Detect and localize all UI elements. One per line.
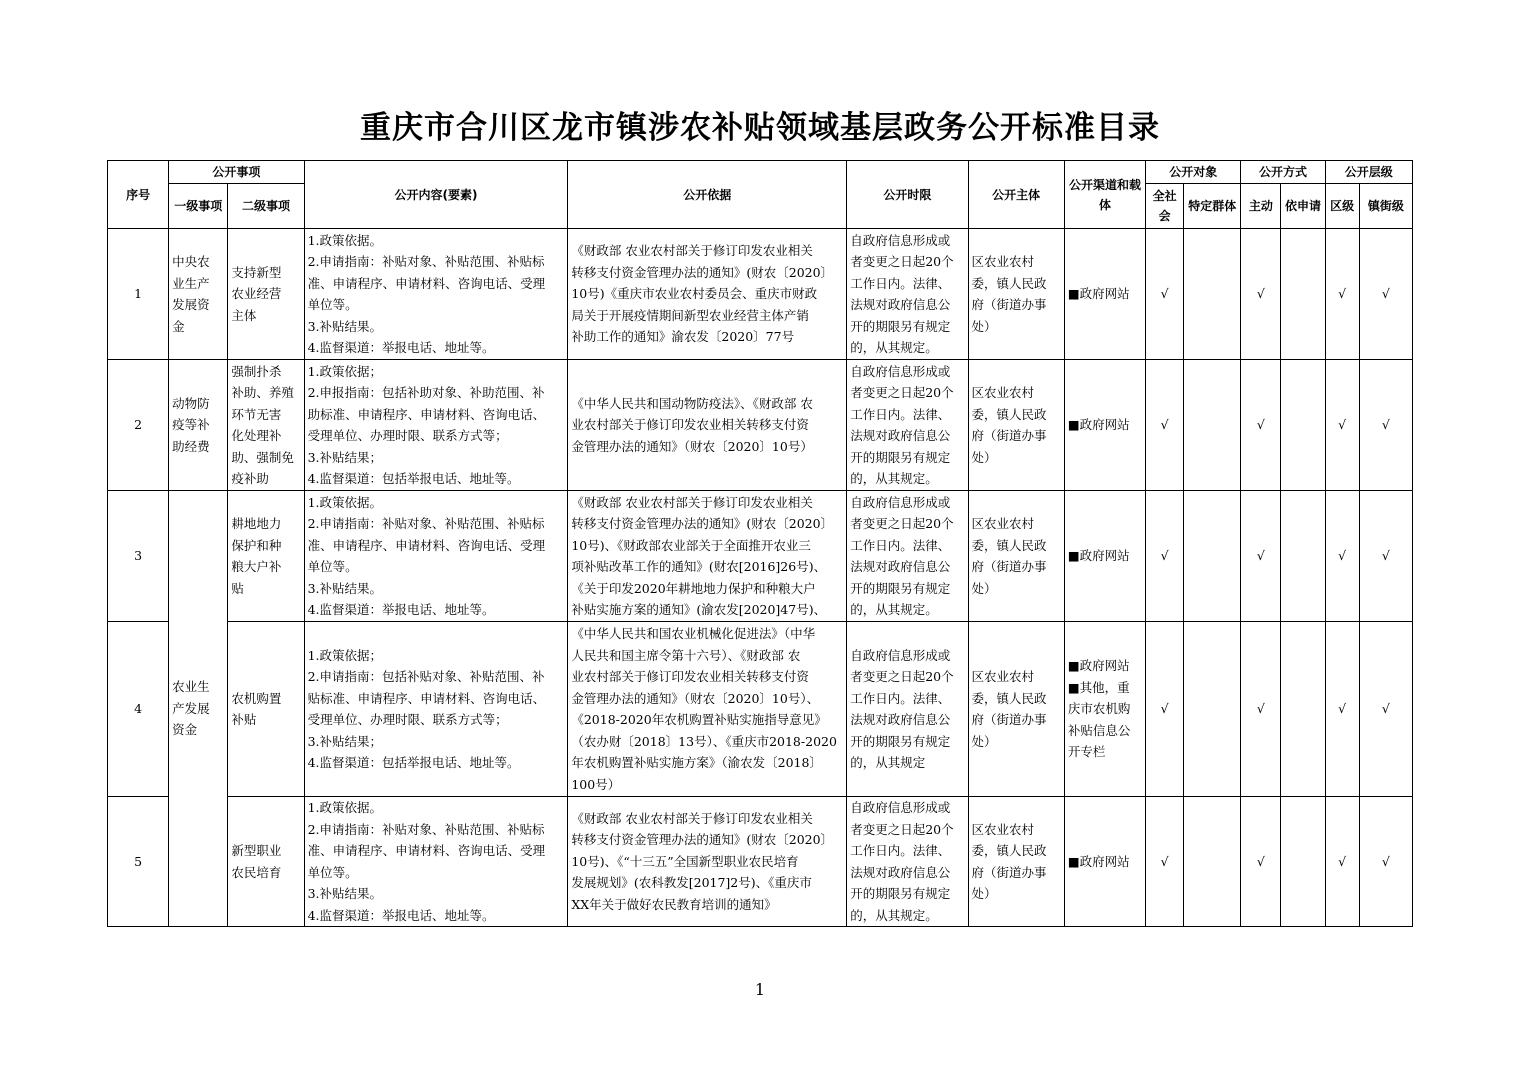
content-cell — [304, 360, 568, 491]
time-limit-cell-line: 工作日内。法律、 — [850, 275, 951, 291]
channel-cell — [1064, 360, 1145, 491]
content-cell-line: 单位等。 — [307, 297, 358, 312]
subject-cell-line: 处） — [971, 318, 997, 334]
content-cell-line: 3.补贴结果。 — [307, 580, 383, 596]
content-cell-line: 贴标准、申请程序、申请材料、咨询电话、 — [307, 690, 546, 706]
level-town-check: √ — [1359, 622, 1412, 797]
level2-cell-line: 化处理补 — [231, 428, 282, 443]
subject-cell-line: 区农业农村 — [971, 516, 1035, 531]
seq-cell: 2 — [108, 360, 169, 491]
basis-cell-line: 人民共和国主席令第十六号）、《财政部 农 — [571, 647, 801, 663]
subject-cell-line: 委，镇人民政 — [971, 537, 1047, 553]
level1-cell-line: 中央农 — [172, 254, 210, 269]
basis-cell-line: 《财政部 农业农村部关于修订印发农业相关 — [571, 494, 813, 510]
content-cell-line: 2.申报指南：包括补助对象、补助范围、补 — [307, 385, 545, 400]
target-all-check: √ — [1146, 797, 1184, 927]
header-level-district: 区级 — [1325, 184, 1359, 229]
level2-cell-line: 农民培育 — [231, 864, 282, 880]
time-limit-cell-line: 自政府信息形成或 — [850, 363, 951, 379]
level-district-check: √ — [1325, 622, 1359, 797]
level2-cell — [228, 797, 304, 927]
time-limit-cell — [847, 229, 968, 360]
header-level1: 一级事项 — [169, 184, 228, 229]
level2-cell — [228, 360, 304, 491]
level-district-check: √ — [1325, 491, 1359, 622]
time-limit-cell-line: 自政府信息形成或 — [850, 647, 951, 663]
basis-cell-line: 《中华人民共和国动物防疫法》、《财政部 农 — [571, 395, 813, 411]
basis-cell-line: 100号） — [571, 776, 621, 792]
level1-cell — [169, 360, 228, 491]
subject-cell-line: 区农业农村 — [971, 821, 1035, 837]
basis-cell-line: 10号)、《“十三五”全国新型职业农民培育 — [571, 853, 799, 869]
level2-cell-line: 保护和种 — [231, 537, 282, 553]
time-limit-cell-line: 开的期限另有规定 — [850, 886, 951, 901]
seq-cell: 3 — [108, 491, 169, 622]
content-cell-line: 准、申请程序、申请材料、咨询电话、受理 — [307, 843, 546, 858]
subject-cell-line: 处） — [971, 580, 997, 596]
level1-cell-line: 动物防 — [172, 395, 210, 411]
basis-cell-line: 补助工作的通知》渝农发〔2020〕77号 — [571, 329, 795, 345]
method-request-check — [1281, 797, 1325, 927]
target-specific-check — [1184, 491, 1241, 622]
level-district-check: √ — [1325, 797, 1359, 927]
channel-cell-line: 补贴信息公 — [1067, 722, 1131, 738]
target-all-check: √ — [1146, 229, 1184, 360]
time-limit-cell-line: 工作日内。法律、 — [850, 406, 951, 422]
channel-cell-line: ■政府网站 — [1067, 417, 1130, 433]
content-cell-line: 2.申请指南：补贴对象、补贴范围、补贴标 — [307, 516, 545, 531]
subject-cell-line: 委，镇人民政 — [971, 275, 1047, 291]
level1-cell-line: 疫等补 — [172, 417, 210, 433]
basis-cell-line: 转移支付资金管理办法的通知》(财农〔2020〕 — [571, 516, 834, 531]
target-specific-check — [1184, 229, 1241, 360]
header-seq: 序号 — [108, 161, 169, 229]
channel-cell-line: 庆市农机购 — [1067, 701, 1131, 717]
table-row — [108, 229, 1413, 360]
channel-cell-line: 开专栏 — [1067, 744, 1106, 760]
time-limit-cell — [847, 360, 968, 491]
seq-cell: 5 — [108, 797, 169, 927]
table-row — [108, 360, 1413, 491]
channel-cell-line: ■政府网站 — [1067, 658, 1130, 674]
content-cell-line: 3.补贴结果； — [307, 733, 383, 749]
time-limit-cell-line: 开的期限另有规定 — [850, 318, 951, 334]
subject-cell-line: 区农业农村 — [971, 669, 1035, 684]
basis-cell-line: 年农机购置补贴实施方案》（渝农发〔2018〕 — [571, 755, 822, 770]
subject-cell-line: 府（街道办事 — [971, 559, 1047, 574]
subject-cell-line: 府（街道办事 — [971, 297, 1047, 312]
header-level-town: 镇街级 — [1359, 184, 1412, 229]
header-matters: 公开事项 — [169, 161, 304, 184]
level2-cell-line: 粮大户补 — [231, 559, 282, 574]
method-request-check — [1281, 491, 1325, 622]
header-method-request: 依申请 — [1281, 184, 1325, 229]
header-target-all: 全社会 — [1146, 184, 1184, 229]
time-limit-cell-line: 者变更之日起20个 — [850, 516, 954, 531]
level1-cell-line: 农业生 — [172, 679, 210, 695]
disclosure-catalog-table — [107, 160, 1413, 927]
level1-cell — [169, 491, 228, 927]
subject-cell-line: 委，镇人民政 — [971, 406, 1047, 422]
content-cell-line: 单位等。 — [307, 864, 358, 880]
channel-cell — [1064, 229, 1145, 360]
channel-cell — [1064, 622, 1145, 797]
basis-cell-line: 金管理办法的通知》（财农〔2020〕10号） — [571, 438, 813, 454]
basis-cell-line: 局关于开展疫情期间新型农业经营主体产销 — [571, 307, 809, 323]
content-cell — [304, 229, 568, 360]
time-limit-cell-line: 者变更之日起20个 — [850, 669, 954, 684]
time-limit-cell-line: 者变更之日起20个 — [850, 385, 954, 400]
content-cell-line: 1.政策依据。 — [307, 800, 383, 815]
method-active-check: √ — [1241, 622, 1281, 797]
time-limit-cell — [847, 622, 968, 797]
level2-cell-line: 新型职业 — [231, 843, 282, 858]
content-cell-line: 受理单位、办理时限、联系方式等； — [307, 712, 508, 727]
basis-cell-line: 业农村部关于修订印发农业相关转移支付资 — [571, 417, 809, 433]
channel-cell — [1064, 491, 1145, 622]
time-limit-cell — [847, 797, 968, 927]
content-cell-line: 受理单位、办理时限、联系方式等； — [307, 428, 508, 443]
channel-cell-line: ■政府网站 — [1067, 548, 1130, 564]
content-cell-line: 4.监督渠道：举报电话、地址等。 — [307, 907, 495, 923]
level2-cell-line: 补贴 — [231, 712, 257, 727]
basis-cell-line: 业农村部关于修订印发农业相关转移支付资 — [571, 669, 809, 684]
level-town-check: √ — [1359, 360, 1412, 491]
basis-cell-line: 转移支付资金管理办法的通知》(财农〔2020〕 — [571, 264, 834, 280]
time-limit-cell — [847, 491, 968, 622]
time-limit-cell-line: 的，从其规定。 — [850, 471, 938, 486]
header-target-specific: 特定群体 — [1184, 184, 1241, 229]
time-limit-cell-line: 自政府信息形成或 — [850, 232, 951, 248]
header-level: 公开层级 — [1325, 161, 1412, 184]
level2-cell — [228, 491, 304, 622]
method-active-check: √ — [1241, 491, 1281, 622]
basis-cell — [568, 229, 847, 360]
subject-cell — [968, 491, 1064, 622]
basis-cell-line: 金管理办法的通知》（财农〔2020〕10号）、 — [571, 690, 820, 706]
subject-cell-line: 府（街道办事 — [971, 428, 1047, 443]
level1-cell-line: 业生产 — [172, 275, 210, 291]
time-limit-cell-line: 法规对政府信息公 — [850, 428, 951, 443]
method-active-check: √ — [1241, 360, 1281, 491]
level1-cell-line: 金 — [172, 318, 185, 334]
level2-cell-line: 补助、养殖 — [231, 385, 294, 400]
basis-cell-line: 补贴实施方案的通知》(渝农发[2020]47号)、 — [571, 602, 827, 617]
level-town-check: √ — [1359, 229, 1412, 360]
time-limit-cell-line: 工作日内。法律、 — [850, 843, 951, 858]
subject-cell — [968, 622, 1064, 797]
level2-cell-line: 耕地地力 — [231, 516, 282, 531]
level1-cell-line: 助经费 — [172, 438, 210, 454]
time-limit-cell-line: 开的期限另有规定 — [850, 449, 951, 465]
content-cell-line: 单位等。 — [307, 559, 358, 574]
table-row — [108, 491, 1413, 622]
content-cell-line: 2.申请指南：包括补贴对象、补贴范围、补 — [307, 669, 545, 684]
content-cell-line: 3.补贴结果。 — [307, 886, 383, 901]
content-cell — [304, 622, 568, 797]
level2-cell-line: 主体 — [231, 307, 257, 323]
method-request-check — [1281, 360, 1325, 491]
header-subject: 公开主体 — [968, 161, 1064, 229]
channel-cell-line: ■其他，重 — [1067, 679, 1130, 695]
channel-cell-line: ■政府网站 — [1067, 853, 1130, 869]
basis-cell — [568, 622, 847, 797]
subject-cell-line: 处） — [971, 886, 997, 901]
basis-cell-line: 10号)、《财政部农业部关于全面推开农业三 — [571, 537, 811, 553]
header-method-active: 主动 — [1241, 184, 1281, 229]
level1-cell-line: 资金 — [172, 722, 198, 738]
time-limit-cell-line: 工作日内。法律、 — [850, 690, 951, 706]
level2-cell — [228, 622, 304, 797]
content-cell-line: 3.补贴结果； — [307, 449, 383, 465]
content-cell-line: 4.监督渠道：举报电话、地址等。 — [307, 602, 495, 617]
basis-cell — [568, 797, 847, 927]
level1-cell-line: 发展资 — [172, 297, 210, 312]
level2-cell-line: 助、强制免 — [231, 449, 294, 465]
level2-cell-line: 疫补助 — [231, 471, 269, 486]
level-town-check: √ — [1359, 797, 1412, 927]
target-all-check: √ — [1146, 491, 1184, 622]
target-all-check: √ — [1146, 360, 1184, 491]
basis-cell-line: 项补贴改革工作的通知》(财农[2016]26号)、 — [571, 559, 827, 574]
level1-cell — [169, 229, 228, 360]
header-content: 公开内容(要素) — [304, 161, 568, 229]
target-specific-check — [1184, 797, 1241, 927]
content-cell-line: 1.政策依据。 — [307, 494, 383, 510]
time-limit-cell-line: 工作日内。法律、 — [850, 537, 951, 553]
subject-cell-line: 区农业农村 — [971, 254, 1035, 269]
subject-cell-line: 区农业农村 — [971, 385, 1035, 400]
time-limit-cell-line: 法规对政府信息公 — [850, 864, 951, 880]
basis-cell-line: 《财政部 农业农村部关于修订印发农业相关 — [571, 810, 813, 826]
content-cell — [304, 797, 568, 927]
subject-cell-line: 府（街道办事 — [971, 864, 1047, 880]
basis-cell — [568, 360, 847, 491]
content-cell-line: 4.监督渠道：包括举报电话、地址等。 — [307, 471, 520, 486]
time-limit-cell-line: 自政府信息形成或 — [850, 494, 951, 510]
level2-cell-line: 农业经营 — [231, 286, 282, 302]
time-limit-cell-line: 者变更之日起20个 — [850, 821, 954, 837]
content-cell-line: 1.政策依据； — [307, 363, 383, 379]
table-row — [108, 797, 1413, 927]
content-cell-line: 3.补贴结果。 — [307, 318, 383, 334]
basis-cell-line: 《2018-2020年农机购置补贴实施指导意见》 — [571, 712, 827, 727]
basis-cell-line: 《关于印发2020年耕地地力保护和种粮大户 — [571, 580, 816, 596]
subject-cell — [968, 229, 1064, 360]
header-channel: 公开渠道和载体 — [1064, 161, 1145, 229]
content-cell-line: 助标准、申请程序、申请材料、咨询电话、 — [307, 406, 546, 422]
time-limit-cell-line: 的，从其规定。 — [850, 340, 938, 355]
level2-cell-line: 强制扑杀 — [231, 363, 282, 379]
subject-cell-line: 处） — [971, 449, 997, 465]
basis-cell-line: XX年关于做好农民教育培训的通知》 — [571, 896, 777, 912]
page-title: 重庆市合川区龙市镇涉农补贴领域基层政务公开标准目录 — [360, 110, 1160, 146]
header-basis: 公开依据 — [568, 161, 847, 229]
time-limit-cell-line: 法规对政府信息公 — [850, 297, 951, 312]
time-limit-cell-line: 开的期限另有规定 — [850, 733, 951, 749]
header-target: 公开对象 — [1146, 161, 1241, 184]
subject-cell-line: 委，镇人民政 — [971, 690, 1047, 706]
time-limit-cell-line: 法规对政府信息公 — [850, 559, 951, 574]
target-all-check: √ — [1146, 622, 1184, 797]
page-number: 1 — [754, 980, 766, 999]
subject-cell — [968, 360, 1064, 491]
level-district-check: √ — [1325, 360, 1359, 491]
basis-cell — [568, 491, 847, 622]
level2-cell-line: 农机购置 — [231, 690, 282, 706]
time-limit-cell-line: 的，从其规定 — [850, 755, 926, 770]
time-limit-cell-line: 开的期限另有规定 — [850, 580, 951, 596]
method-active-check: √ — [1241, 229, 1281, 360]
time-limit-cell-line: 法规对政府信息公 — [850, 712, 951, 727]
content-cell-line: 准、申请程序、申请材料、咨询电话、受理 — [307, 275, 546, 291]
method-active-check: √ — [1241, 797, 1281, 927]
basis-cell-line: 10号)《重庆市农业农村委员会、重庆市财政 — [571, 286, 818, 302]
table-row — [108, 622, 1413, 797]
content-cell-line: 2.申请指南：补贴对象、补贴范围、补贴标 — [307, 254, 545, 269]
level-district-check: √ — [1325, 229, 1359, 360]
content-cell-line: 4.监督渠道：包括举报电话、地址等。 — [307, 755, 520, 770]
basis-cell-line: 《财政部 农业农村部关于修订印发农业相关 — [571, 243, 813, 259]
content-cell-line: 2.申请指南：补贴对象、补贴范围、补贴标 — [307, 821, 545, 837]
time-limit-cell-line: 的，从其规定。 — [850, 907, 938, 923]
method-request-check — [1281, 622, 1325, 797]
time-limit-cell-line: 的，从其规定。 — [850, 602, 938, 617]
header-time-limit: 公开时限 — [847, 161, 968, 229]
basis-cell-line: （农办财〔2018〕13号）、《重庆市2018-2020 — [571, 733, 837, 749]
basis-cell-line: 《中华人民共和国农业机械化促进法》（中华 — [571, 626, 816, 641]
time-limit-cell-line: 自政府信息形成或 — [850, 800, 951, 815]
level1-cell-line: 产发展 — [172, 700, 210, 716]
content-cell-line: 4.监督渠道：举报电话、地址等。 — [307, 340, 495, 355]
header-method: 公开方式 — [1241, 161, 1325, 184]
subject-cell-line: 委，镇人民政 — [971, 843, 1047, 858]
content-cell-line: 1.政策依据； — [307, 647, 383, 663]
subject-cell-line: 处） — [971, 733, 997, 749]
level2-cell-line: 支持新型 — [231, 264, 282, 280]
method-request-check — [1281, 229, 1325, 360]
level2-cell-line: 贴 — [231, 580, 244, 596]
content-cell — [304, 491, 568, 622]
channel-cell-line: ■政府网站 — [1067, 286, 1130, 302]
level2-cell — [228, 229, 304, 360]
target-specific-check — [1184, 622, 1241, 797]
seq-cell: 4 — [108, 622, 169, 797]
subject-cell-line: 府（街道办事 — [971, 712, 1047, 727]
content-cell-line: 准、申请程序、申请材料、咨询电话、受理 — [307, 537, 546, 553]
seq-cell: 1 — [108, 229, 169, 360]
content-cell-line: 1.政策依据。 — [307, 232, 383, 248]
basis-cell-line: 发展规划》(农科教发[2017]2号)、《重庆市 — [571, 875, 812, 891]
level2-cell-line: 环节无害 — [231, 406, 282, 422]
time-limit-cell-line: 者变更之日起20个 — [850, 254, 954, 269]
channel-cell — [1064, 797, 1145, 927]
subject-cell — [968, 797, 1064, 927]
target-specific-check — [1184, 360, 1241, 491]
level-town-check: √ — [1359, 491, 1412, 622]
basis-cell-line: 转移支付资金管理办法的通知》(财农〔2020〕 — [571, 832, 834, 848]
header-level2: 二级事项 — [228, 184, 304, 229]
